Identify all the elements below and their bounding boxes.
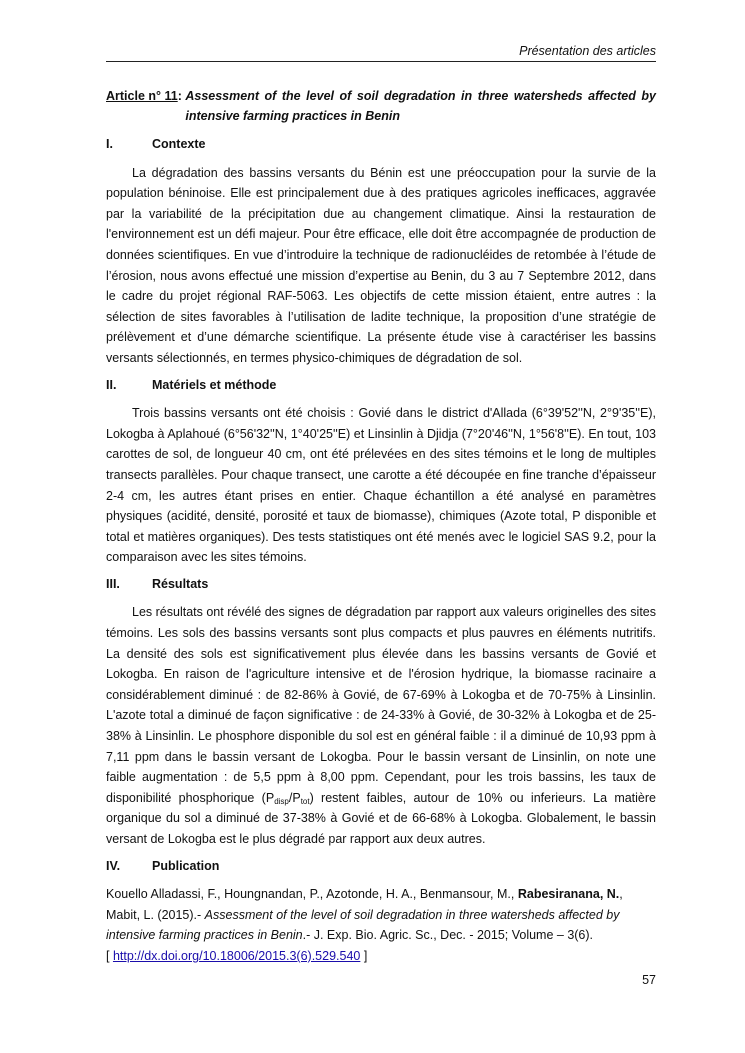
highlighted-author: Rabesiranana, N. [517,887,620,902]
page-number: 57 [642,973,656,987]
section-title: Résultats [152,576,209,591]
section-number: III. [106,576,120,591]
article-label: Article n° 11 [106,89,178,103]
page-content [106,86,656,973]
section-number: I. [106,137,113,151]
resultats-paragraph: Les résultats ont révélé des signes de dégradation par rapport aux valeurs originelles des sites témoins. Les sols des bassins versants sont plus compacts et plus pauvres en éléments nutritifs. La densité des sols est significativement plus élevée dans les bassins versants de Govié et Lokogba. En raison de l'agriculture intensive et de l'érosion hydrique, la biomasse racinaire a considérablement diminué : de 82-86% à Govié, de 67-69% à Lokogba et de 70-75% à Linsinlin. L'azote total a diminué de façon significative : de 24-33% à Govié, de 30-32% à Lokogba et de 25-38% à Linsinlin. Le phosphore disponible du sol est en général faible : il a diminué de 10,93 ppm à 7,11 ppm dans le bassin versant de Lokogba. Pour le bassin versant de Linsinlin, on note une faible augmentation : de 5,5 ppm à 8,00 ppm. Cependant, pour les trois bassins, les taux de disponibilité phosphorique $(P_{disp}/P_{tot})$ restent faibles, autour de 10% ou inferieurs. La matière organique du sol a diminué de 37-38% à Govié et de 66-68% à Lokogba. Globalement, le bassin versant de Lokogba est le plus dégradé par rapport aux deux autres. [106,605,656,846]
subscript-disp: disp [274,796,289,806]
section-number: II. [106,377,117,392]
materiels-paragraph: Trois bassins versants ont été choisis : Govié dans le district d'Allada (6°39'52''N, 2°9'35''E), Lokogba à Aplahoué (6°56'32''N, 1°40'25''E) et Linsinlin à Djidja (7°20'46''N, 1°56'8''E). En tout, 103 carottes de sol, de longueur 40 cm, ont été prélevées en des sites témoins et le long de multiples transects parallèles. Pour chaque transect, une carotte a été découpée en fine tranche d’épaisseur 2-4 cm, les autres étant prises en entier. Chaque échantillon a été analysé en paramètres physiques (acidité, densité, porosité et taux de biomasse), chimiques (Azote total, P disponible et total et matières organiques). Des tests statistiques ont été menés avec le logiciel SAS 9.2, pour la comparaison avec les sites témoins. [106,406,656,565]
subscript-tot: tot [300,796,310,806]
section-heading-resultats [106,574,656,595]
section-title: Publication [152,858,220,873]
article-heading: Article n° 11 : Assessment of the level of soil degradation in three watersheds affected by intensive farming practices in Benin [106,86,656,126]
doi-link[interactable]: http://dx.doi.org/10.18006/2015.3(6).529.540 [112,948,361,963]
publication-reference: Kouello Alladassi, F., Houngnandan, P., Azotonde, H. A., Benmansour, M., Rabesiranana, N., Mabit, L. (2015).- Assessment of the level of soil degradation in three watersheds affected by intensive farming practices in Benin.- J. Exp. Bio. Agric. Sc., Dec. - 2015; Volume – 3(6). [ http://dx.doi.org/10.18006/2015.3(6).529.540 ] [106,887,623,963]
running-header: Présentation des articles [106,44,656,62]
contexte-paragraph: La dégradation des bassins versants du Bénin est une préoccupation pour la survie de la population béninoise. Elle est principalement due à des pratiques agricoles inefficaces, aggravée par la variabilité de la précipitation due au changement climatique. Ainsi la restauration de l'environnement est un défi majeur. Pour être efficace, elle doit être accompagnée de production de données scientifiques. En vue d’introduire la technique de radionucléides de retombée à l’étude de l’érosion, nous avons effectué une mission d’expertise au Benin, du 3 au 7 Septembre 2012, dans le cadre du projet régional RAF-5063. Les objectifs de cette mission étaient, entre autres : la sélection de sites favorables à l’utilisation de ladite technique, la proposition d’une stratégie de prélèvement et d’une démarche scientifique. La présente étude vise à caractériser les bassins versants sélectionnés, en termes physico-chimiques de dégradation de sol. [106,165,656,365]
section-title: Contexte [152,137,206,151]
section-number: IV. [106,858,121,873]
section-heading-publication [106,856,656,877]
article-title: Assessment of the level of soil degradation in three watersheds affected by intensive farming practices in Benin [185,89,656,123]
section-heading-materiels [106,375,656,396]
section-title: Matériels et méthode [152,377,277,392]
section-heading-contexte [106,134,656,155]
paper-title: Assessment of the level of soil degradation in three watersheds affected by intensive farming practices in Benin [106,907,620,943]
